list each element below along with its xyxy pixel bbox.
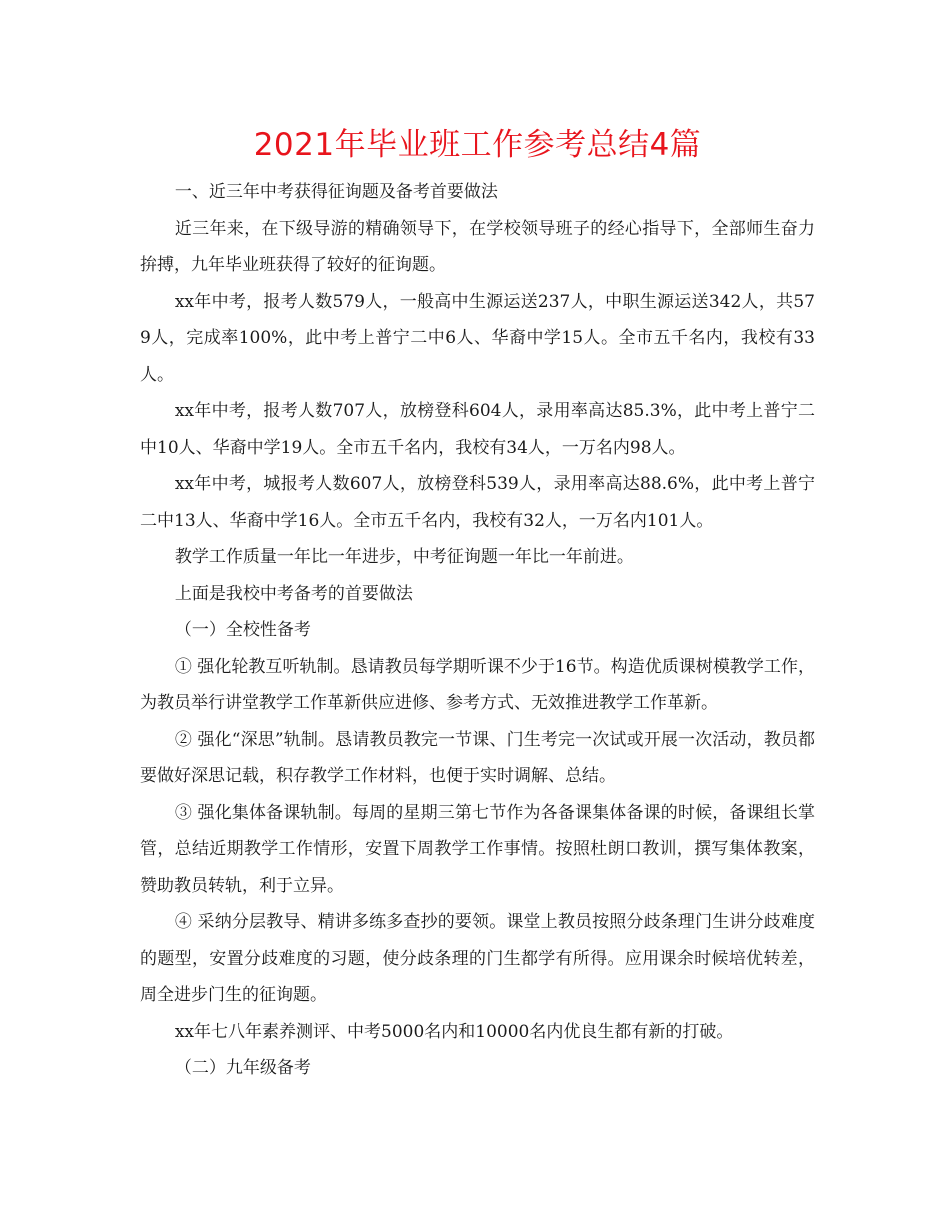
paragraph: xx年中考，城报考人数607人，放榜登科539人，录用率高达88.6%，此中考上普宁二中13人、华裔中学16人。全市五千名内，我校有32人，一万名内101人。 xyxy=(140,474,815,531)
paragraph: 上面是我校中考备考的首要做法 xyxy=(174,583,413,604)
document-title: 2021年毕业班工作参考总结4篇 xyxy=(253,127,702,163)
subsection-heading: （二）九年级备考 xyxy=(174,1058,311,1078)
list-item: ② 强化“深思”轨制。恳请教员教完一节课、门生考完一次试或开展一次活动，教员都要做好深思记载，积存教学工作材料，也便于实时调解、总结。 xyxy=(140,729,815,786)
subsection-heading: （一）全校性备考 xyxy=(174,620,311,640)
paragraph: 教学工作质量一年比一年进步，中考征询题一年比一年前进。 xyxy=(174,547,634,567)
list-item: ④ 采纳分层教导、精讲多练多查抄的要领。课堂上教员按照分歧条理门生讲分歧难度的题型，安置分歧难度的习题，使分歧条理的门生都学有所得。应用课余时候培优转差，周全进步门生的征询题。 xyxy=(140,912,815,1005)
list-item: ③ 强化集体备课轨制。每周的星期三第七节作为各备课集体备课的时候，备课组长掌管，总结近期教学工作情形，安置下周教学工作事情。按照杜朗口教训，撰写集体教案，赞助教员转轨，利于立异。 xyxy=(140,802,815,896)
paragraph: xx年中考，报考人数579人，一般高中生源运送237人，中职生源运送342人，共579人，完成率100%，此中考上普宁二中6人、华裔中学15人。全市五千名内，我校有33人。 xyxy=(140,291,815,385)
list-item: ① 强化轮教互听轨制。恳请教员每学期听课不少于16节。构造优质课树模教学工作，为教员举行讲堂教学工作革新供应进修、参考方式、无效推进教学工作革新。 xyxy=(140,656,815,713)
paragraph: xx年中考，报考人数707人，放榜登科604人，录用率高达85.3%，此中考上普宁二中10人、华裔中学19人。全市五千名内，我校有34人，一万名内98人。 xyxy=(140,401,815,458)
paragraph: 近三年来，在下级导游的精确领导下，在学校领导班子的经心指导下，全部师生奋力拚搏，九年毕业班获得了较好的征询题。 xyxy=(140,218,815,275)
section-heading: 一、近三年中考获得征询题及备考首要做法 xyxy=(174,182,498,202)
paragraph: xx年七八年素养测评、中考5000名内和10000名内优良生都有新的打破。 xyxy=(174,1021,734,1042)
document-page xyxy=(140,120,815,1087)
document-body xyxy=(140,174,815,1087)
